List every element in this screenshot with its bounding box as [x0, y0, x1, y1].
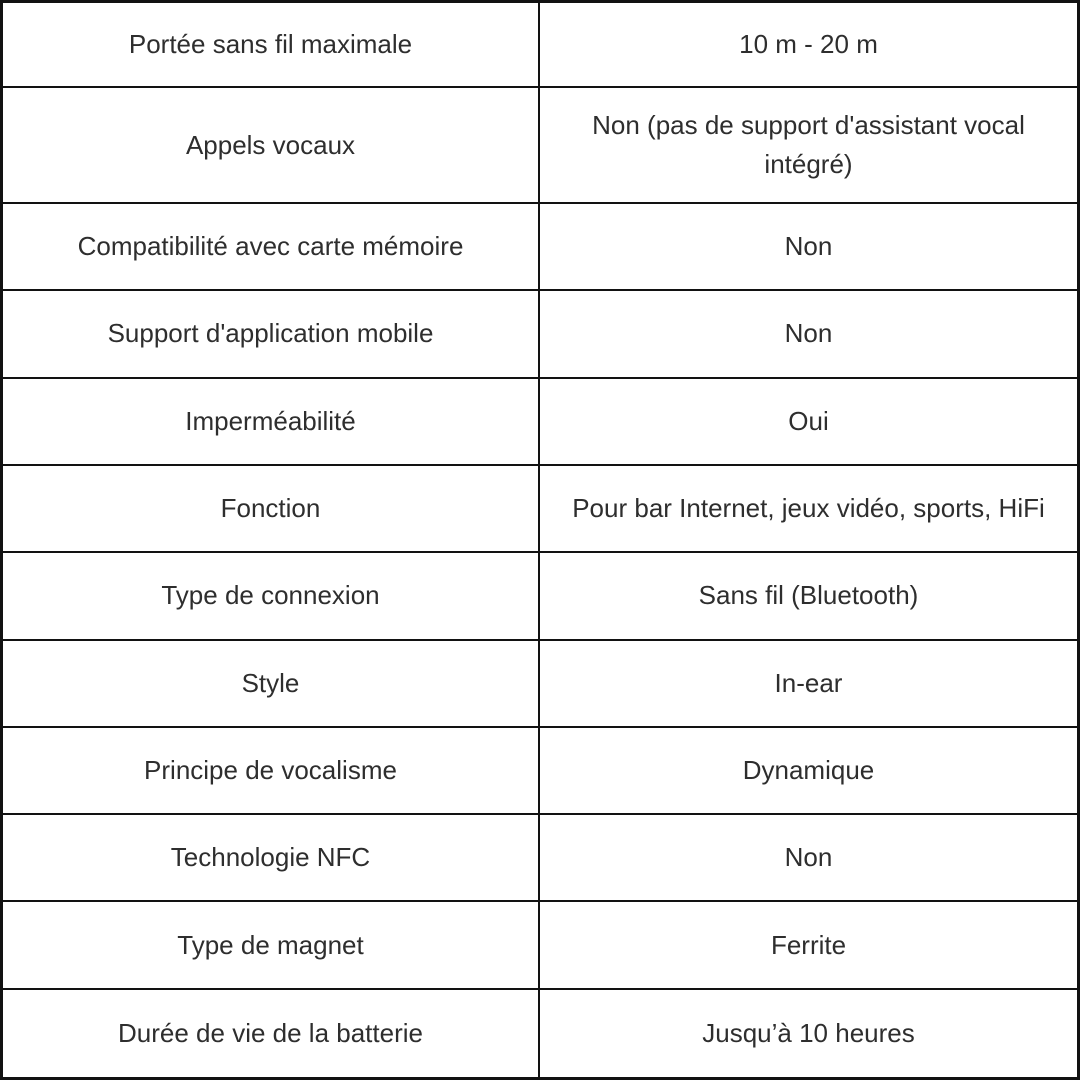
spec-value-connexion: Sans fil (Bluetooth) [540, 553, 1077, 640]
spec-label-impermeabilite: Imperméabilité [3, 379, 540, 466]
spec-label-connexion: Type de connexion [3, 553, 540, 640]
spec-value-carte-memoire: Non [540, 204, 1077, 291]
spec-value-impermeabilite: Oui [540, 379, 1077, 466]
spec-value-vocalisme: Dynamique [540, 728, 1077, 815]
spec-value-nfc: Non [540, 815, 1077, 902]
spec-label-fonction: Fonction [3, 466, 540, 553]
spec-label-magnet: Type de magnet [3, 902, 540, 989]
spec-value-batterie: Jusqu’à 10 heures [702, 1017, 915, 1048]
spec-label-app-mobile: Support d'application mobile [3, 291, 540, 378]
spec-label-style: Style [3, 641, 540, 728]
spec-value-appels-vocaux: Non (pas de support d'assistant vocal intégré) [540, 88, 1077, 204]
spec-value-magnet: Ferrite [540, 902, 1077, 989]
spec-label-nfc: Technologie NFC [3, 815, 540, 902]
spec-label-carte-memoire: Compatibilité avec carte mémoire [3, 204, 540, 291]
spec-value-style: In-ear [540, 641, 1077, 728]
spec-label-appels-vocaux: Appels vocaux [3, 88, 540, 204]
spec-label-batterie: Durée de vie de la batterie [3, 990, 540, 1077]
spec-value-fonction: Pour bar Internet, jeux vidéo, sports, HiFi [540, 466, 1077, 553]
spec-value-app-mobile: Non [540, 291, 1077, 378]
spec-label-vocalisme: Principe de vocalisme [3, 728, 540, 815]
spec-value-portee: 10 m - 20 m [540, 3, 1077, 88]
spec-label-portee: Portée sans fil maximale [3, 3, 540, 88]
